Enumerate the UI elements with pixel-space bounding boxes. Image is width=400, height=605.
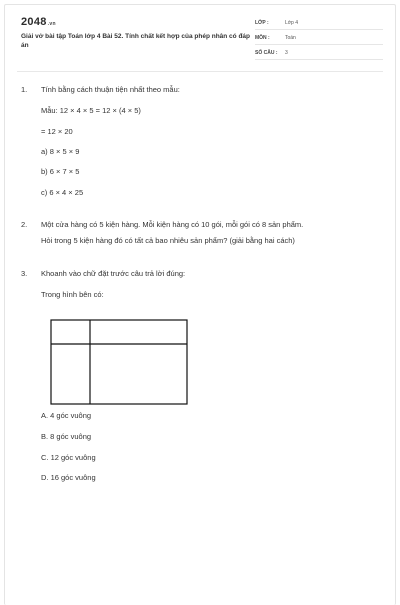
meta-count-row bbox=[255, 49, 383, 60]
meta-class-label: LỚP : bbox=[255, 20, 269, 26]
meta-subject-row bbox=[255, 34, 383, 45]
worksheet-header bbox=[5, 5, 395, 71]
meta-class-row bbox=[255, 19, 383, 30]
meta-count-label: SỐ CÂU : bbox=[255, 50, 278, 56]
exercise-a: a) 8 × 5 × 9 bbox=[41, 147, 80, 156]
exercise-c: c) 6 × 4 × 25 bbox=[41, 188, 84, 197]
question-text-line-2: Hỏi trong 5 kiện hàng đó có tất cả bao nhiêu sản phẩm? (giải bằng hai cách) bbox=[41, 236, 295, 245]
question-number: 1. bbox=[21, 85, 28, 94]
option-a[interactable]: A. 4 góc vuông bbox=[41, 411, 92, 420]
option-d[interactable]: D. 16 góc vuông bbox=[41, 473, 96, 482]
question-text-line-1: Một cửa hàng có 5 kiện hàng. Mỗi kiện hàng có 10 gói, mỗi gói có 8 sản phẩm. bbox=[41, 220, 304, 229]
meta-subject-label: MÔN : bbox=[255, 35, 270, 41]
header-divider bbox=[17, 71, 383, 72]
question-text: Tính bằng cách thuận tiện nhất theo mẫu: bbox=[41, 85, 180, 94]
question-text: Khoanh vào chữ đặt trước câu trả lời đúng: bbox=[41, 269, 186, 278]
exercise-b: b) 6 × 7 × 5 bbox=[41, 167, 80, 176]
question-prompt: Trong hình bên có: bbox=[41, 290, 104, 299]
option-b[interactable]: B. 8 góc vuông bbox=[41, 432, 92, 441]
question-number: 3. bbox=[21, 269, 28, 278]
example-result-line: = 12 × 20 bbox=[41, 127, 73, 136]
option-c[interactable]: C. 12 góc vuông bbox=[41, 453, 96, 462]
example-line: Mẫu: 12 × 4 × 5 = 12 × (4 × 5) bbox=[41, 106, 141, 115]
meta-subject-value: Toán bbox=[285, 35, 296, 41]
rectangle-figure bbox=[50, 319, 188, 405]
worksheet-title: Giải vở bài tập Toán lớp 4 Bài 52. Tính chất kết hợp của phép nhân có đáp án bbox=[21, 33, 251, 49]
question-number: 2. bbox=[21, 220, 28, 229]
worksheet bbox=[4, 4, 396, 605]
meta-count-value: 3 bbox=[285, 50, 288, 56]
site-logo[interactable]: 2048.vn bbox=[21, 16, 56, 28]
meta-class-value: Lớp 4 bbox=[285, 20, 299, 26]
outer-rectangle bbox=[51, 320, 187, 404]
